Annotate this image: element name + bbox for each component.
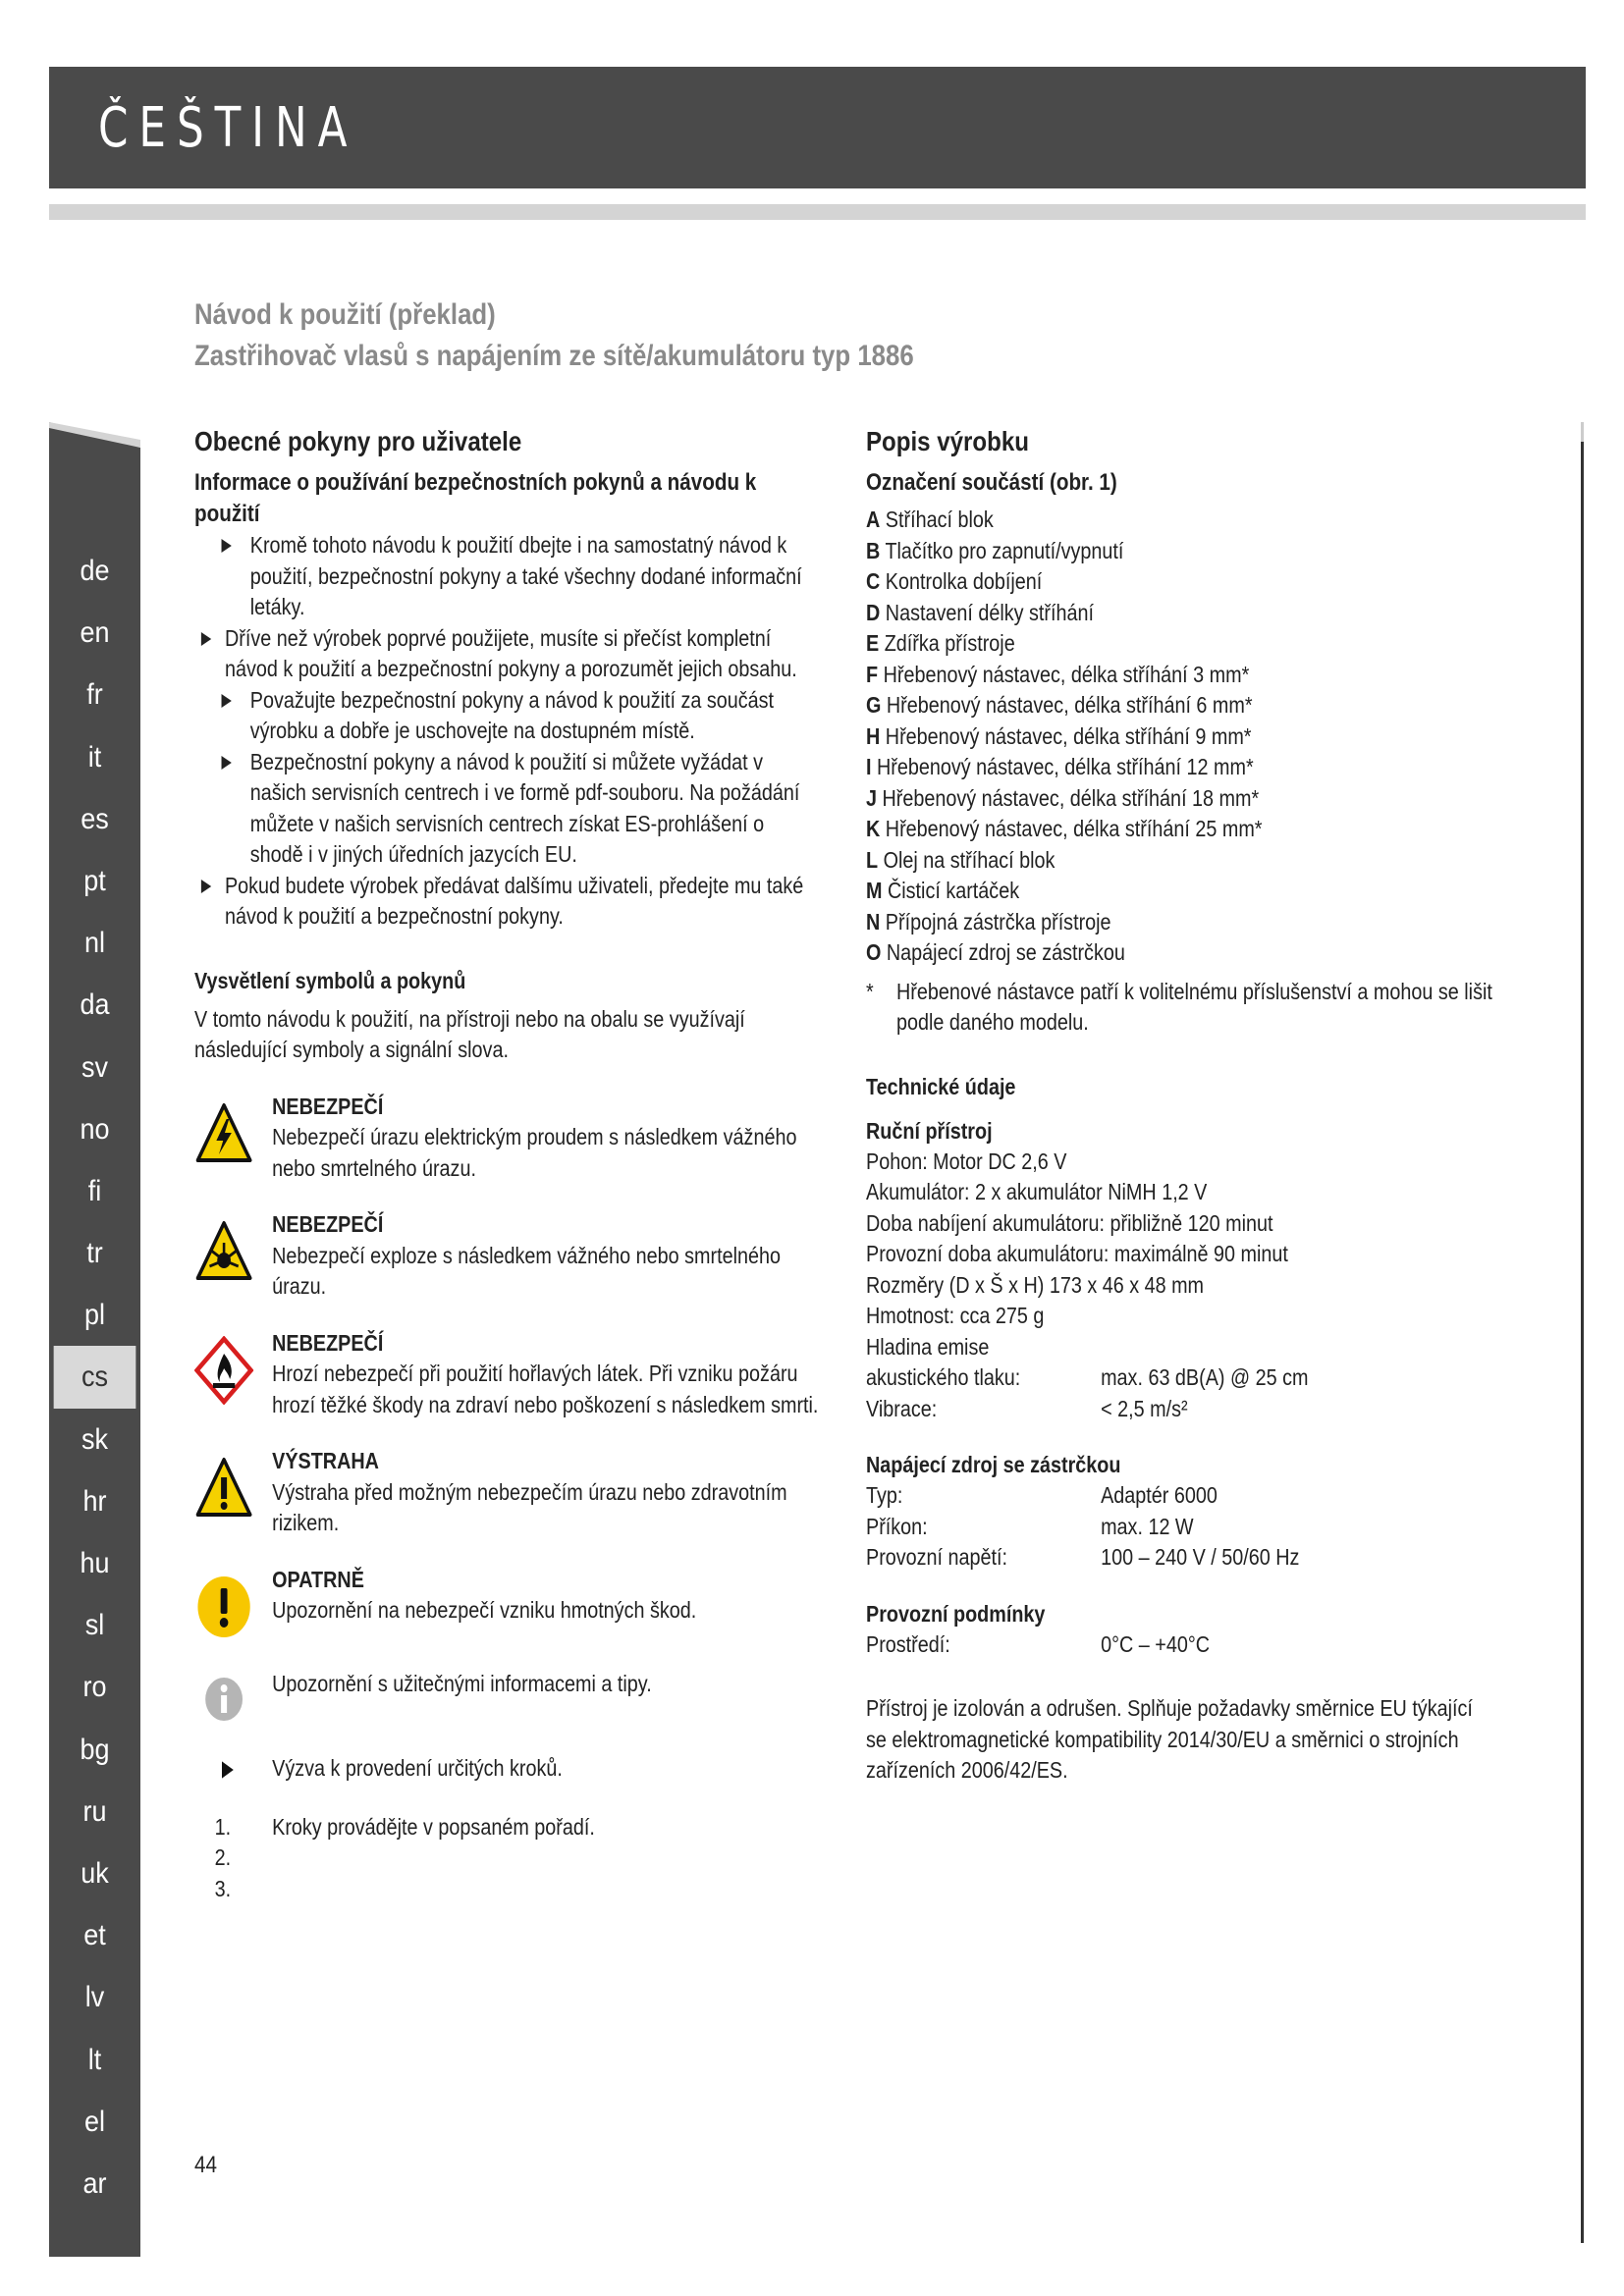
list-item: Bezpečnostní pokyny a návod k použití si můžete vyžádat v našich servisních centrech i ve formě pdf-souboru. Na požádání můžete v našich servisních centrech získat ES-prohlášení o shodě i v jiných úředních jazycích EU. [194,747,821,871]
parts-list [866,505,1492,969]
language-tab-it[interactable]: it [87,740,102,774]
conformity-statement: Přístroj je izolován a odrušen. Splňuje požadavky směrnice EU týkající se elektromagnetické kompatibility 2014/30/EU a směrnici o strojních zařízeních 2006/42/ES. [866,1695,1473,1783]
tech-heading: Technické údaje [866,1073,1016,1099]
info-icon [194,1665,253,1734]
symbol-caution: OPATRNĚ Upozornění na nebezpečí vzniku hmotných škod. [194,1565,821,1643]
language-tab-fr[interactable]: fr [86,678,103,712]
symbol-explosion: NEBEZPEČÍ Nebezpečí exploze s následkem vážného nebo smrtelného úrazu. [194,1209,821,1303]
part-item: N Přípojná zástrčka přístroje [866,908,1111,934]
explosion-hazard-icon [194,1217,253,1286]
left-column [194,422,823,1904]
language-tab-lv[interactable]: lv [84,1981,105,2014]
language-tab-uk[interactable]: uk [81,1856,109,1890]
caution-icon [194,1573,253,1641]
spec-line: Hladina emise [866,1333,990,1360]
language-tab-hu[interactable]: hu [80,1547,110,1579]
numbered-steps [194,1812,821,1905]
list-item: Pokud budete výrobek předávat dalšímu uživateli, předejte mu také návod k použití a bezpečnostní pokyny. [194,871,821,933]
language-tab-fi[interactable]: fi [87,1174,102,1207]
symbols-heading: Vysvětlení symbolů a pokynů [194,967,466,993]
spec-row: Typ: Adaptér 6000 [866,1482,1218,1508]
spec-row: Vibrace: < 2,5 m/s² [866,1395,1188,1421]
spec-row: Příkon: max. 12 W [866,1513,1194,1539]
language-tab-bg[interactable]: bg [80,1733,110,1766]
language-tab-hr[interactable]: hr [82,1484,107,1518]
spec-row: Provozní napětí: 100 – 240 V / 50/60 Hz [866,1544,1300,1570]
language-tab-lt[interactable]: lt [87,2043,102,2076]
spec-row: akustického tlaku: max. 63 dB(A) @ 25 cm [866,1364,1309,1390]
header-title: ČEŠTINA [98,96,358,160]
page-number: 44 [194,2152,217,2178]
language-tab-et[interactable]: et [83,1919,106,1952]
right-margin-rule-top [1581,422,1584,442]
document-title-line1: Návod k použití (překlad) [194,298,496,331]
language-tab-ar[interactable]: ar [82,2166,107,2200]
spec-line: Akumulátor: 2 x akumulátor NiMH 1,2 V [866,1179,1208,1204]
language-list [49,540,140,2215]
spec-row: Prostředí: 0°C – +40°C [866,1630,1211,1657]
bullet-arrow-icon [222,694,232,708]
header-bar [49,67,1586,188]
list-item: Kromě tohoto návodu k použití dbejte i na samostatný návod k použití, bezpečnostní pokyny a také všechny dodané informační letáky. [194,530,821,623]
language-tab-pl[interactable]: pl [83,1299,106,1332]
spec-line: Doba nabíjení akumulátoru: přibližně 120 minut [866,1209,1273,1236]
language-tab-sl[interactable]: sl [84,1609,105,1642]
right-column [866,422,1494,1787]
sidebar-slant [49,422,140,461]
language-tab-sv[interactable]: sv [81,1050,108,1084]
conditions-spec-table [866,1629,1492,1661]
bullet-arrow-icon [222,539,232,553]
language-tab-nl[interactable]: nl [83,927,106,960]
symbol-warning: VÝSTRAHA Výstraha před možným nebezpečím úrazu nebo zdravotním rizikem. [194,1446,821,1539]
part-item: E Zdířka přístroje [866,630,1015,656]
symbol-step: Výzva k provedení určitých kroků. [194,1753,821,1792]
warning-icon [194,1454,253,1522]
part-item: D Nastavení délky stříhání [866,599,1094,625]
part-item: M Čisticí kartáček [866,878,1020,903]
part-item: O Napájecí zdroj se zástrčkou [866,939,1125,965]
product-description-heading: Popis výrobku [866,426,1029,456]
header-stripe [49,204,1586,220]
bullet-arrow-icon [222,756,232,770]
language-sidebar [49,422,140,2243]
language-tab-pt[interactable]: pt [83,864,106,897]
handheld-specs [866,1147,1492,1363]
spec-line: Pohon: Motor DC 2,6 V [866,1148,1067,1174]
language-tab-cs[interactable]: cs [54,1346,136,1408]
symbols-intro: V tomto návodu k použití, na přístroji nebo na obalu se využívají následující symboly a signální slova. [194,1005,745,1062]
part-item: G Hřebenový nástavec, délka stříhání 6 mm* [866,692,1253,718]
symbol-info: Upozornění s užitečnými informacemi a tipy. [194,1669,821,1728]
language-tab-de[interactable]: de [80,555,110,587]
conditions-heading: Provozní podmínky [866,1600,1046,1627]
step-numbers: 1. 2. 3. [214,1813,232,1901]
bullet-arrow-icon [201,880,211,893]
language-tab-sk[interactable]: sk [81,1422,108,1456]
footnote: * Hřebenové nástavce patří k volitelnému příslušenství a mohou se lišit podle daného modelu. [866,978,1492,1035]
symbol-flammable: NEBEZPEČÍ Hrozí nebezpečí při použití hořlavých látek. Při vzniku požáru hrozí těžké škody na zdraví nebo poškození s následkem smrti. [194,1328,821,1421]
flammable-hazard-icon [194,1336,253,1405]
document-title [194,294,914,377]
spec-line: Hmotnost: cca 275 g [866,1303,1045,1328]
right-margin-rule [1581,442,1584,2243]
language-tab-en[interactable]: en [80,616,110,650]
document-title-line2: Zastřihovač vlasů s napájením ze sítě/akumulátoru typ 1886 [194,340,914,372]
steps-text: Kroky provádějte v popsaném pořadí. [272,1813,595,1840]
part-item: I Hřebenový nástavec, délka stříhání 12 mm* [866,754,1254,779]
list-item: Považujte bezpečnostní pokyny a návod k použití za součást výrobku a dobře je uschovejte na dostupném místě. [194,685,821,747]
psu-heading: Napájecí zdroj se zástrčkou [866,1452,1121,1477]
info-heading: Informace o používání bezpečnostních pokynů a návodu k použití [194,469,757,527]
spec-line: Provozní doba akumulátoru: maximálně 90 minut [866,1241,1288,1266]
parts-heading: Označení součástí (obr. 1) [866,469,1117,496]
symbol-electric: NEBEZPEČÍ Nebezpečí úrazu elektrickým proudem s následkem vážného nebo smrtelného úrazu. [194,1092,821,1185]
handheld-spec-table [866,1362,1492,1424]
part-item: J Hřebenový nástavec, délka stříhání 18 mm* [866,784,1260,811]
language-tab-no[interactable]: no [80,1112,110,1146]
step-arrow-icon [215,1755,241,1785]
handheld-heading: Ruční přístroj [866,1117,993,1144]
part-item: L Olej na stříhací blok [866,846,1056,873]
part-item: A Stříhací blok [866,507,994,532]
psu-spec-table [866,1480,1492,1574]
language-tab-da[interactable]: da [80,988,110,1022]
part-item: F Hřebenový nástavec, délka stříhání 3 mm* [866,661,1250,687]
part-item: C Kontrolka dobíjení [866,568,1043,594]
part-item: H Hřebenový nástavec, délka stříhání 9 mm* [866,722,1252,749]
general-instructions-heading: Obecné pokyny pro uživatele [194,426,522,456]
part-item: K Hřebenový nástavec, délka stříhání 25 mm* [866,816,1263,841]
language-tab-ro[interactable]: ro [82,1671,107,1704]
language-tab-tr[interactable]: tr [86,1237,103,1270]
list-item: Dříve než výrobek poprvé použijete, musíte si přečíst kompletní návod k použití a bezpečnostní pokyny a porozumět jejich obsahu. [194,623,821,685]
bullet-arrow-icon [201,632,211,646]
spec-line: Rozměry (D x Š x H) 173 x 46 x 48 mm [866,1271,1205,1298]
part-item: B Tlačítko pro zapnutí/vypnutí [866,537,1124,563]
language-tab-es[interactable]: es [81,802,109,835]
language-tab-el[interactable]: el [83,2105,106,2138]
electric-hazard-icon [194,1099,253,1168]
language-tab-ru[interactable]: ru [82,1794,107,1828]
